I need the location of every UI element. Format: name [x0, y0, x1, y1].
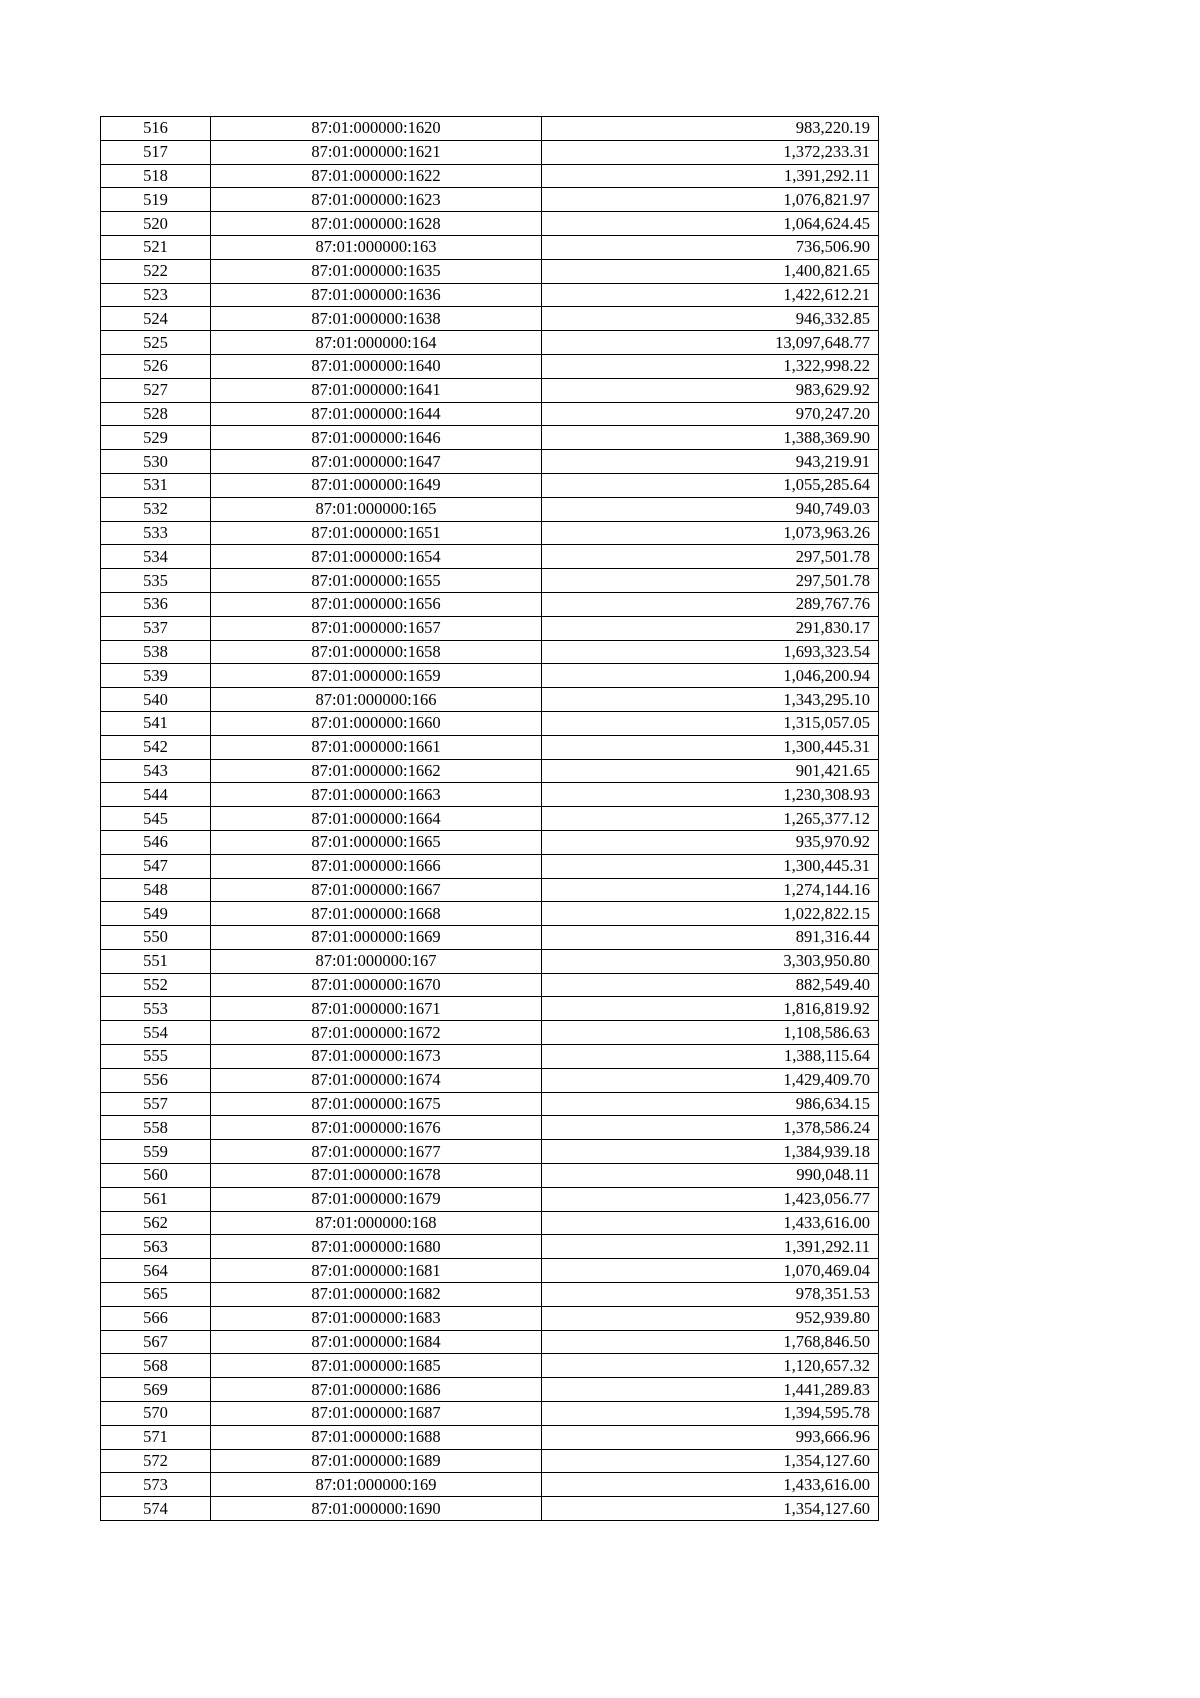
row-number-cell: 559: [101, 1140, 211, 1164]
table-row: [101, 592, 879, 616]
row-number-cell: 534: [101, 545, 211, 569]
cadastral-code-cell: 87:01:000000:1623: [211, 188, 542, 212]
row-number-cell: 517: [101, 140, 211, 164]
table-row: [101, 735, 879, 759]
row-number-cell: 529: [101, 426, 211, 450]
row-number-cell: 524: [101, 307, 211, 331]
amount-cell: 1,391,292.11: [542, 1235, 879, 1259]
row-number-cell: 538: [101, 640, 211, 664]
cadastral-code-cell: 87:01:000000:167: [211, 949, 542, 973]
cadastral-code-cell: 87:01:000000:1621: [211, 140, 542, 164]
cadastral-code-cell: 87:01:000000:169: [211, 1473, 542, 1497]
amount-cell: 1,274,144.16: [542, 878, 879, 902]
table-row: [101, 997, 879, 1021]
amount-cell: 1,388,115.64: [542, 1045, 879, 1069]
amount-cell: 1,391,292.11: [542, 164, 879, 188]
row-number-cell: 545: [101, 807, 211, 831]
table-row: [101, 1259, 879, 1283]
amount-cell: 1,300,445.31: [542, 854, 879, 878]
cadastral-code-cell: 87:01:000000:1663: [211, 783, 542, 807]
row-number-cell: 528: [101, 402, 211, 426]
amount-cell: 289,767.76: [542, 592, 879, 616]
cadastral-code-cell: 87:01:000000:1651: [211, 521, 542, 545]
table-row: [101, 331, 879, 355]
amount-cell: 935,970.92: [542, 830, 879, 854]
amount-cell: 736,506.90: [542, 235, 879, 259]
amount-cell: 1,055,285.64: [542, 473, 879, 497]
amount-cell: 1,422,612.21: [542, 283, 879, 307]
cadastral-code-cell: 87:01:000000:1685: [211, 1354, 542, 1378]
cadastral-code-cell: 87:01:000000:1669: [211, 926, 542, 950]
row-number-cell: 568: [101, 1354, 211, 1378]
table-row: [101, 1354, 879, 1378]
row-number-cell: 566: [101, 1306, 211, 1330]
table-row: [101, 1140, 879, 1164]
cadastral-code-cell: 87:01:000000:1678: [211, 1164, 542, 1188]
cadastral-code-cell: 87:01:000000:1638: [211, 307, 542, 331]
table-row: [101, 1068, 879, 1092]
cadastral-code-cell: 87:01:000000:1658: [211, 640, 542, 664]
row-number-cell: 526: [101, 354, 211, 378]
row-number-cell: 574: [101, 1497, 211, 1521]
amount-cell: 1,076,821.97: [542, 188, 879, 212]
cadastral-code-cell: 87:01:000000:1680: [211, 1235, 542, 1259]
amount-cell: 901,421.65: [542, 759, 879, 783]
cadastral-code-cell: 87:01:000000:1675: [211, 1092, 542, 1116]
cadastral-code-cell: 87:01:000000:1657: [211, 616, 542, 640]
row-number-cell: 542: [101, 735, 211, 759]
table-row: [101, 1449, 879, 1473]
cadastral-code-cell: 87:01:000000:1681: [211, 1259, 542, 1283]
row-number-cell: 547: [101, 854, 211, 878]
cadastral-code-cell: 87:01:000000:1672: [211, 1021, 542, 1045]
amount-cell: 1,400,821.65: [542, 259, 879, 283]
row-number-cell: 544: [101, 783, 211, 807]
table-row: [101, 949, 879, 973]
table-row: [101, 1497, 879, 1521]
amount-cell: 1,265,377.12: [542, 807, 879, 831]
amount-cell: 1,378,586.24: [542, 1116, 879, 1140]
cadastral-code-cell: 87:01:000000:1689: [211, 1449, 542, 1473]
row-number-cell: 525: [101, 331, 211, 355]
cadastral-code-cell: 87:01:000000:168: [211, 1211, 542, 1235]
amount-cell: 1,354,127.60: [542, 1449, 879, 1473]
amount-cell: 297,501.78: [542, 545, 879, 569]
table-row: [101, 973, 879, 997]
table-row: [101, 497, 879, 521]
table-row: [101, 378, 879, 402]
table-row: [101, 473, 879, 497]
amount-cell: 1,315,057.05: [542, 711, 879, 735]
cadastral-code-cell: 87:01:000000:1665: [211, 830, 542, 854]
row-number-cell: 565: [101, 1283, 211, 1307]
amount-cell: 1,384,939.18: [542, 1140, 879, 1164]
amount-cell: 1,120,657.32: [542, 1354, 879, 1378]
table-row: [101, 902, 879, 926]
amount-cell: 1,816,819.92: [542, 997, 879, 1021]
amount-cell: 1,433,616.00: [542, 1211, 879, 1235]
table-row: [101, 569, 879, 593]
cadastral-code-cell: 87:01:000000:1644: [211, 402, 542, 426]
row-number-cell: 557: [101, 1092, 211, 1116]
row-number-cell: 533: [101, 521, 211, 545]
cadastral-code-cell: 87:01:000000:1620: [211, 117, 542, 141]
table-row: [101, 283, 879, 307]
row-number-cell: 558: [101, 1116, 211, 1140]
table-row: [101, 1116, 879, 1140]
row-number-cell: 541: [101, 711, 211, 735]
row-number-cell: 554: [101, 1021, 211, 1045]
cadastral-code-cell: 87:01:000000:1687: [211, 1402, 542, 1426]
table-row: [101, 545, 879, 569]
row-number-cell: 560: [101, 1164, 211, 1188]
cadastral-code-cell: 87:01:000000:1690: [211, 1497, 542, 1521]
row-number-cell: 532: [101, 497, 211, 521]
amount-cell: 291,830.17: [542, 616, 879, 640]
amount-cell: 1,073,963.26: [542, 521, 879, 545]
amount-cell: 1,108,586.63: [542, 1021, 879, 1045]
table-row: [101, 1092, 879, 1116]
row-number-cell: 552: [101, 973, 211, 997]
row-number-cell: 521: [101, 235, 211, 259]
amount-cell: 952,939.80: [542, 1306, 879, 1330]
row-number-cell: 535: [101, 569, 211, 593]
row-number-cell: 573: [101, 1473, 211, 1497]
cadastral-code-cell: 87:01:000000:1662: [211, 759, 542, 783]
table-row: [101, 688, 879, 712]
row-number-cell: 564: [101, 1259, 211, 1283]
cadastral-code-cell: 87:01:000000:1647: [211, 450, 542, 474]
cadastral-code-cell: 87:01:000000:1676: [211, 1116, 542, 1140]
table-row: [101, 212, 879, 236]
table-row: [101, 1187, 879, 1211]
cadastral-code-cell: 87:01:000000:1640: [211, 354, 542, 378]
amount-cell: 983,220.19: [542, 117, 879, 141]
table-row: [101, 1045, 879, 1069]
table-row: [101, 164, 879, 188]
table-row: [101, 1330, 879, 1354]
table-row: [101, 616, 879, 640]
cadastral-code-cell: 87:01:000000:1683: [211, 1306, 542, 1330]
cadastral-code-cell: 87:01:000000:165: [211, 497, 542, 521]
table-row: [101, 1402, 879, 1426]
table-row: [101, 926, 879, 950]
amount-cell: 1,230,308.93: [542, 783, 879, 807]
cadastral-code-cell: 87:01:000000:1654: [211, 545, 542, 569]
row-number-cell: 551: [101, 949, 211, 973]
row-number-cell: 555: [101, 1045, 211, 1069]
amount-cell: 990,048.11: [542, 1164, 879, 1188]
amount-cell: 1,388,369.90: [542, 426, 879, 450]
table-row: [101, 1021, 879, 1045]
table-row: [101, 307, 879, 331]
amount-cell: 970,247.20: [542, 402, 879, 426]
cadastral-code-cell: 87:01:000000:1664: [211, 807, 542, 831]
table-row: [101, 1211, 879, 1235]
amount-cell: 1,394,595.78: [542, 1402, 879, 1426]
table-row: [101, 1306, 879, 1330]
row-number-cell: 522: [101, 259, 211, 283]
cadastral-code-cell: 87:01:000000:166: [211, 688, 542, 712]
cadastral-code-cell: 87:01:000000:1635: [211, 259, 542, 283]
amount-cell: 946,332.85: [542, 307, 879, 331]
cadastral-code-cell: 87:01:000000:1656: [211, 592, 542, 616]
row-number-cell: 518: [101, 164, 211, 188]
row-number-cell: 519: [101, 188, 211, 212]
table-row: [101, 807, 879, 831]
table-row: [101, 235, 879, 259]
table-row: [101, 450, 879, 474]
amount-cell: 1,423,056.77: [542, 1187, 879, 1211]
table-row: [101, 783, 879, 807]
amount-cell: 13,097,648.77: [542, 331, 879, 355]
cadastral-code-cell: 87:01:000000:1622: [211, 164, 542, 188]
amount-cell: 1,343,295.10: [542, 688, 879, 712]
row-number-cell: 540: [101, 688, 211, 712]
amount-cell: 1,429,409.70: [542, 1068, 879, 1092]
amount-cell: 1,693,323.54: [542, 640, 879, 664]
amount-cell: 1,441,289.83: [542, 1378, 879, 1402]
table-row: [101, 521, 879, 545]
cadastral-code-cell: 87:01:000000:1670: [211, 973, 542, 997]
row-number-cell: 562: [101, 1211, 211, 1235]
amount-cell: 1,022,822.15: [542, 902, 879, 926]
amount-cell: 1,354,127.60: [542, 1497, 879, 1521]
row-number-cell: 536: [101, 592, 211, 616]
row-number-cell: 516: [101, 117, 211, 141]
amount-cell: 940,749.03: [542, 497, 879, 521]
row-number-cell: 530: [101, 450, 211, 474]
row-number-cell: 571: [101, 1425, 211, 1449]
table-row: [101, 640, 879, 664]
row-number-cell: 550: [101, 926, 211, 950]
table-row: [101, 354, 879, 378]
row-number-cell: 523: [101, 283, 211, 307]
cadastral-code-cell: 87:01:000000:1655: [211, 569, 542, 593]
table-row: [101, 1378, 879, 1402]
table-body: [101, 117, 879, 1521]
amount-cell: 1,322,998.22: [542, 354, 879, 378]
cadastral-code-cell: 87:01:000000:1628: [211, 212, 542, 236]
table-row: [101, 830, 879, 854]
cadastral-code-cell: 87:01:000000:1686: [211, 1378, 542, 1402]
table-row: [101, 117, 879, 141]
cadastral-code-cell: 87:01:000000:163: [211, 235, 542, 259]
table-row: [101, 711, 879, 735]
amount-cell: 978,351.53: [542, 1283, 879, 1307]
table-row: [101, 426, 879, 450]
cadastral-code-cell: 87:01:000000:1671: [211, 997, 542, 1021]
cadastral-code-cell: 87:01:000000:1673: [211, 1045, 542, 1069]
cadastral-code-cell: 87:01:000000:1677: [211, 1140, 542, 1164]
amount-cell: 943,219.91: [542, 450, 879, 474]
row-number-cell: 563: [101, 1235, 211, 1259]
row-number-cell: 527: [101, 378, 211, 402]
table-row: [101, 140, 879, 164]
cadastral-code-cell: 87:01:000000:1674: [211, 1068, 542, 1092]
row-number-cell: 553: [101, 997, 211, 1021]
cadastral-code-cell: 87:01:000000:164: [211, 331, 542, 355]
row-number-cell: 549: [101, 902, 211, 926]
row-number-cell: 569: [101, 1378, 211, 1402]
row-number-cell: 572: [101, 1449, 211, 1473]
cadastral-code-cell: 87:01:000000:1666: [211, 854, 542, 878]
row-number-cell: 543: [101, 759, 211, 783]
amount-cell: 993,666.96: [542, 1425, 879, 1449]
table-row: [101, 1235, 879, 1259]
cadastral-code-cell: 87:01:000000:1649: [211, 473, 542, 497]
table-row: [101, 1283, 879, 1307]
table-row: [101, 1425, 879, 1449]
row-number-cell: 539: [101, 664, 211, 688]
amount-cell: 297,501.78: [542, 569, 879, 593]
table-row: [101, 1473, 879, 1497]
data-table: [100, 116, 879, 1521]
table-row: [101, 188, 879, 212]
table-row: [101, 854, 879, 878]
amount-cell: 1,300,445.31: [542, 735, 879, 759]
cadastral-code-cell: 87:01:000000:1688: [211, 1425, 542, 1449]
amount-cell: 1,372,233.31: [542, 140, 879, 164]
cadastral-code-cell: 87:01:000000:1682: [211, 1283, 542, 1307]
amount-cell: 983,629.92: [542, 378, 879, 402]
row-number-cell: 548: [101, 878, 211, 902]
cadastral-code-cell: 87:01:000000:1659: [211, 664, 542, 688]
cadastral-code-cell: 87:01:000000:1660: [211, 711, 542, 735]
cadastral-code-cell: 87:01:000000:1661: [211, 735, 542, 759]
row-number-cell: 567: [101, 1330, 211, 1354]
row-number-cell: 537: [101, 616, 211, 640]
row-number-cell: 570: [101, 1402, 211, 1426]
table-row: [101, 878, 879, 902]
cadastral-code-cell: 87:01:000000:1684: [211, 1330, 542, 1354]
row-number-cell: 561: [101, 1187, 211, 1211]
row-number-cell: 531: [101, 473, 211, 497]
cadastral-code-cell: 87:01:000000:1641: [211, 378, 542, 402]
row-number-cell: 520: [101, 212, 211, 236]
table-row: [101, 759, 879, 783]
table-row: [101, 259, 879, 283]
amount-cell: 1,064,624.45: [542, 212, 879, 236]
table-row: [101, 1164, 879, 1188]
table-row: [101, 402, 879, 426]
amount-cell: 986,634.15: [542, 1092, 879, 1116]
amount-cell: 1,070,469.04: [542, 1259, 879, 1283]
cadastral-code-cell: 87:01:000000:1667: [211, 878, 542, 902]
amount-cell: 3,303,950.80: [542, 949, 879, 973]
cadastral-code-cell: 87:01:000000:1668: [211, 902, 542, 926]
cadastral-code-cell: 87:01:000000:1646: [211, 426, 542, 450]
amount-cell: 1,433,616.00: [542, 1473, 879, 1497]
amount-cell: 1,768,846.50: [542, 1330, 879, 1354]
table-row: [101, 664, 879, 688]
row-number-cell: 546: [101, 830, 211, 854]
amount-cell: 882,549.40: [542, 973, 879, 997]
cadastral-code-cell: 87:01:000000:1679: [211, 1187, 542, 1211]
cadastral-code-cell: 87:01:000000:1636: [211, 283, 542, 307]
amount-cell: 891,316.44: [542, 926, 879, 950]
row-number-cell: 556: [101, 1068, 211, 1092]
amount-cell: 1,046,200.94: [542, 664, 879, 688]
